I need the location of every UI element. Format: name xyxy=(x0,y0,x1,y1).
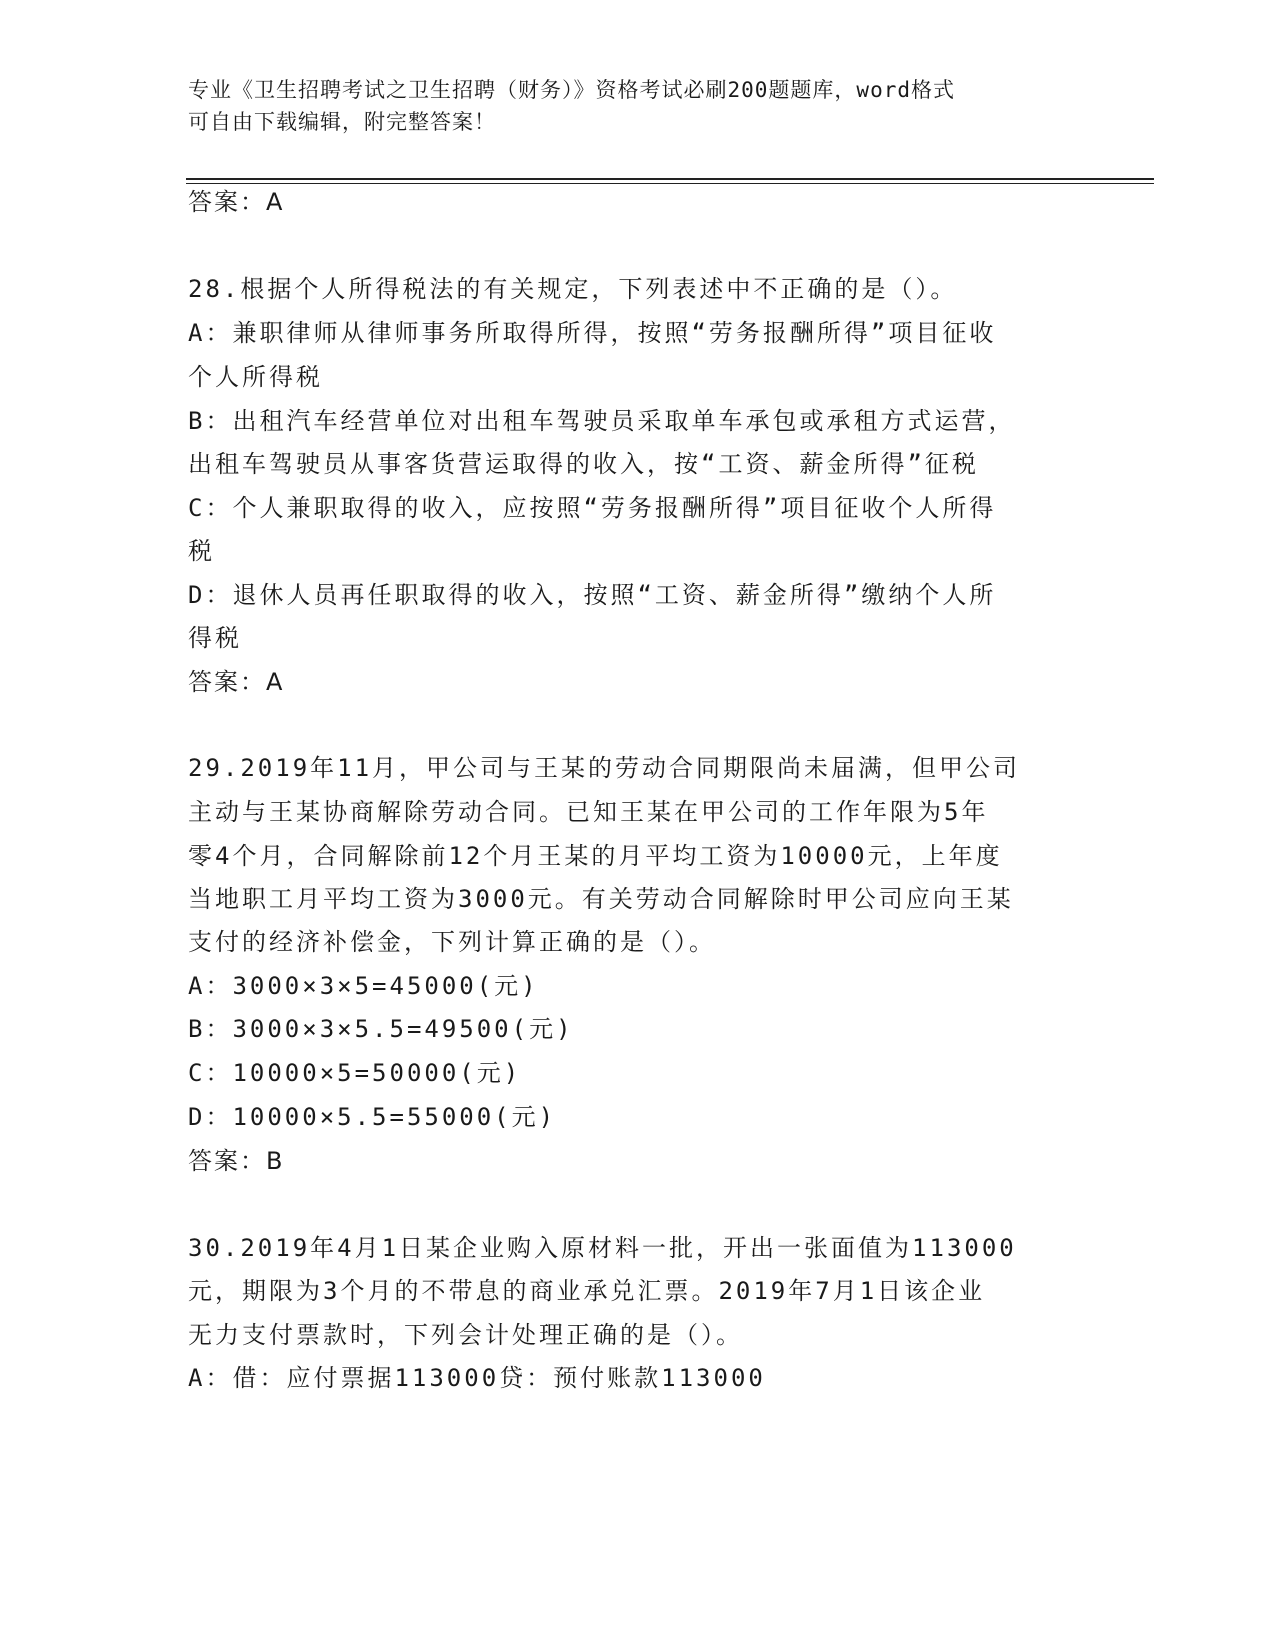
q29-option-b: B：3000×3×5.5=49500(元) xyxy=(188,1015,574,1043)
q28-option-c: C：个人兼职取得的收入，应按照“劳务报酬所得”项目征收个人所得 xyxy=(188,494,997,522)
q28-option-a-cont: 个人所得税 xyxy=(188,363,323,391)
q28-option-b-cont: 出租车驾驶员从事客货营运取得的收入，按“工资、薪金所得”征税 xyxy=(188,450,979,478)
header-line-1: 专业《卫生招聘考试之卫生招聘（财务）》资格考试必刷200题题库，word格式 xyxy=(188,78,955,102)
q28-option-d-cont: 得税 xyxy=(188,624,242,652)
q29-stem-1: 29.2019年11月，甲公司与王某的劳动合同期限尚未届满，但甲公司 xyxy=(188,754,1021,782)
q29-option-c: C：10000×5=50000(元) xyxy=(188,1059,522,1087)
q29-stem-4: 当地职工月平均工资为3000元。有关劳动合同解除时甲公司应向王某 xyxy=(188,885,1014,913)
header-line-2: 可自由下载编辑，附完整答案！ xyxy=(188,110,496,134)
q28-stem: 28.根据个人所得税法的有关规定，下列表述中不正确的是（）。 xyxy=(188,275,958,303)
q28-option-d: D：退休人员再任职取得的收入，按照“工资、薪金所得”缴纳个人所 xyxy=(188,581,997,609)
header-divider-thin xyxy=(186,183,1154,184)
q28-option-c-cont: 税 xyxy=(188,537,215,565)
q28-option-b: B：出租汽车经营单位对出租车驾驶员采取单车承包或承租方式运营， xyxy=(188,407,1016,435)
q29-stem-3: 零4个月，合同解除前12个月王某的月平均工资为10000元，上年度 xyxy=(188,842,1003,870)
document-header xyxy=(188,74,1068,138)
q28-answer: 答案：A xyxy=(188,668,285,696)
q28-option-a: A：兼职律师从律师事务所取得所得，按照“劳务报酬所得”项目征收 xyxy=(188,319,997,347)
q30-stem-1: 30.2019年4月1日某企业购入原材料一批，开出一张面值为113000 xyxy=(188,1234,1017,1262)
q30-stem-3: 无力支付票款时，下列会计处理正确的是（）。 xyxy=(188,1321,743,1349)
q29-option-a: A：3000×3×5=45000(元) xyxy=(188,972,539,1000)
prev-answer: 答案：A xyxy=(188,188,285,216)
q29-option-d: D：10000×5.5=55000(元) xyxy=(188,1103,557,1131)
q30-stem-2: 元，期限为3个月的不带息的商业承兑汇票。2019年7月1日该企业 xyxy=(188,1277,986,1305)
header-divider-thick xyxy=(186,178,1154,180)
q29-answer: 答案：B xyxy=(188,1147,285,1175)
q29-stem-5: 支付的经济补偿金，下列计算正确的是（）。 xyxy=(188,928,716,956)
q29-stem-2: 主动与王某协商解除劳动合同。已知王某在甲公司的工作年限为5年 xyxy=(188,798,989,826)
q30-option-a: A：借：应付票据113000贷：预付账款113000 xyxy=(188,1364,766,1392)
